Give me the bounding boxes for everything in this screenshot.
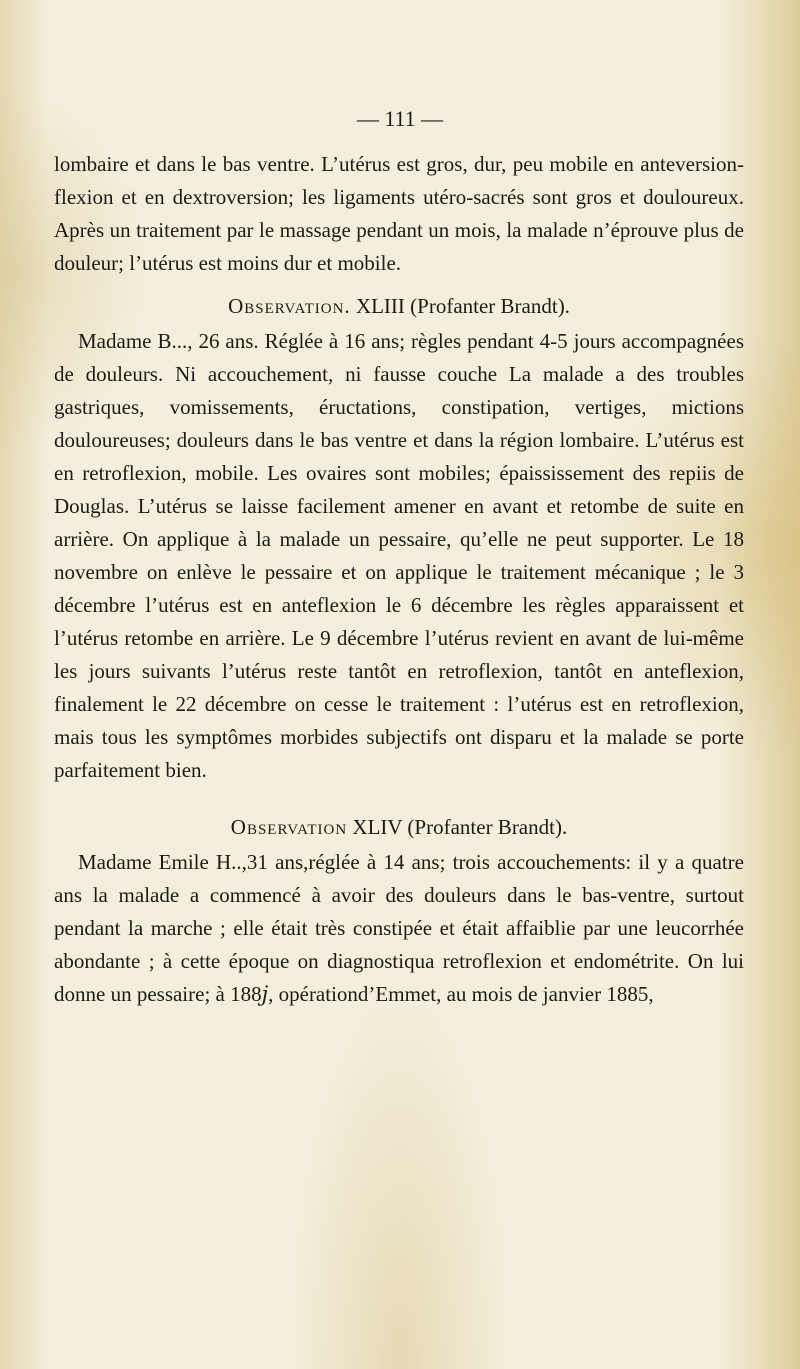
observation-43-label: Observation. <box>228 294 351 318</box>
observation-43-title: XLIII (Profanter Brandt). <box>355 294 570 318</box>
body-text <box>54 148 744 1011</box>
page-number: — 111 — <box>356 106 444 131</box>
observation-43-body: Madame B..., 26 ans. Réglée à 16 ans; règles pendant 4-5 jours accompagnées de douleurs. Ni accouchement, ni fausse couche La malade a des troubles gastriques, vomissements, éructations, constipation, vertiges, mictions douloureuses; douleurs dans le bas ventre et dans la région lombaire. L’utérus est en retroflexion, mobile. Les ovaires sont mobiles; épaississement des repiis de Douglas. L’utérus se laisse facilement amener en avant et retombe de suite en arrière. On applique à la malade un pessaire, qu’elle ne peut supporter. Le 18 novembre on enlève le pessaire et on applique le traitement mécanique ; le 3 décembre l’utérus est en anteflexion le 6 décembre les règles apparaissent et l’utérus retombe en arrière. Le 9 décembre l’utérus revient en avant de lui-même les jours suivants l’utérus reste tantôt en retroflexion, tantôt en anteflexion, finalement le 22 décembre on cesse le traitement : l’utérus est en retroflexion, mais tous les symptômes morbides subjectifs ont disparu et la malade se porte parfaitement bien. <box>54 329 744 782</box>
observation-44-title: XLIV (Profanter Brandt). <box>352 815 568 839</box>
observation-44-body: Madame Emile H..,31 ans,réglée à 14 ans; trois accouchements: il y a quatre ans la malade a commencé à avoir des douleurs dans le bas-ventre, surtout pendant la marche ; elle était très constipée et était affaiblie par une leucorrhée abondante ; à cette époque on diagnostiqua retroflexion et endométrite. On lui donne un pessaire; à 188𝑗, opérationd’Emmet, au mois de janvier 1885, <box>54 850 744 1006</box>
spacer <box>54 787 744 801</box>
observation-44-heading <box>54 811 744 844</box>
observation-43-heading <box>54 290 744 323</box>
paragraph-continuation: lombaire et dans le bas ventre. L’utérus est gros, dur, peu mobile en anteversion-flexion et en dextroversion; les ligaments utéro-sacrés sont gros et douloureux. Après un traitement par le massage pendant un mois, la malade n’éprouve plus de douleur; l’utérus est moins dur et mobile. <box>54 152 744 275</box>
observation-44-label: Observation <box>230 815 348 839</box>
